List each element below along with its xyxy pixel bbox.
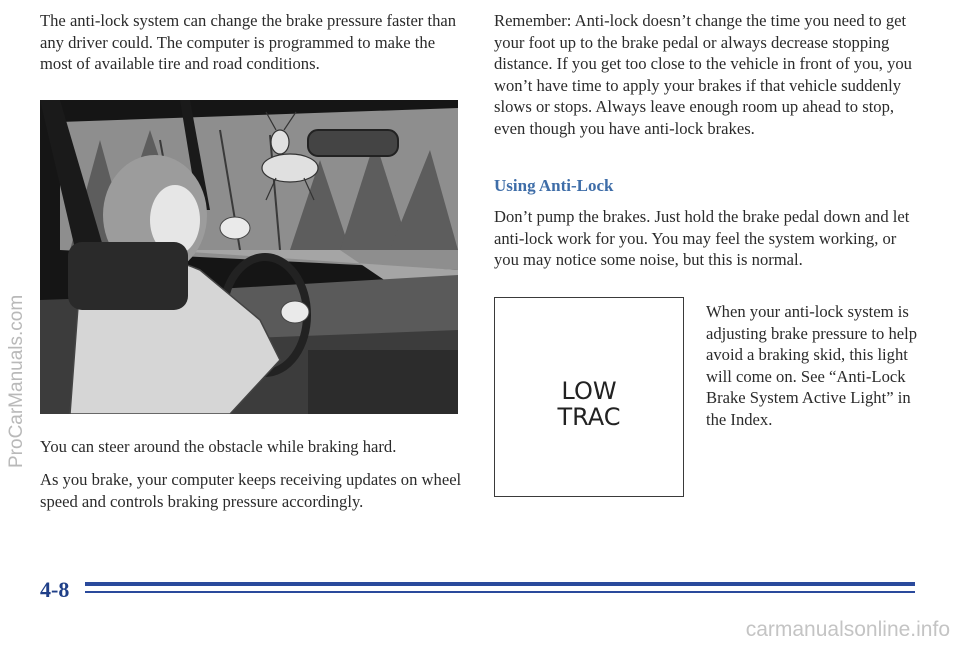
- bottom-watermark: carmanualsonline.info: [745, 618, 950, 641]
- footer-rule-thick: [85, 582, 915, 586]
- intro-paragraph: The anti-lock system can change the brake pressure faster than any driver could. The computer is programmed to make the most of available tire and road conditions.: [40, 11, 457, 74]
- indicator-line-2: TRAC: [557, 403, 621, 431]
- figure-caption: You can steer around the obstacle while braking hard.: [40, 437, 397, 456]
- brake-paragraph: As you brake, your computer keeps receiving updates on wheel speed and controls braking pressure accordingly.: [40, 470, 462, 511]
- indicator-line-1: LOW: [561, 377, 617, 405]
- side-watermark: ProCarManuals.com: [6, 294, 27, 468]
- page-number: 4-8: [40, 577, 70, 602]
- driver-deer-illustration: [40, 100, 458, 414]
- remember-paragraph: Remember: Anti-lock doesn’t change the time you need to get your foot up to the brake pedal or always decrease stopping distance. If you get too close to the vehicle in front of you, you won’t have time to apply your brakes if that vehicle suddenly slows or stops. Always leave enough room up ahead to stop, even though you have anti-lock brakes.: [494, 11, 912, 138]
- pump-paragraph: Don’t pump the brakes. Just hold the brake pedal down and let anti-lock work for you. You may feel the system working, or you may notice some noise, but this is normal.: [494, 207, 910, 270]
- low-trac-indicator: [494, 297, 684, 497]
- footer-rule-thin: [85, 591, 915, 593]
- section-heading: Using Anti-Lock: [494, 176, 614, 195]
- light-paragraph: When your anti-lock system is adjusting brake pressure to help avoid a braking skid, this light will come on. See “Anti-Lock Brake System Active Light” in the Index.: [706, 302, 918, 429]
